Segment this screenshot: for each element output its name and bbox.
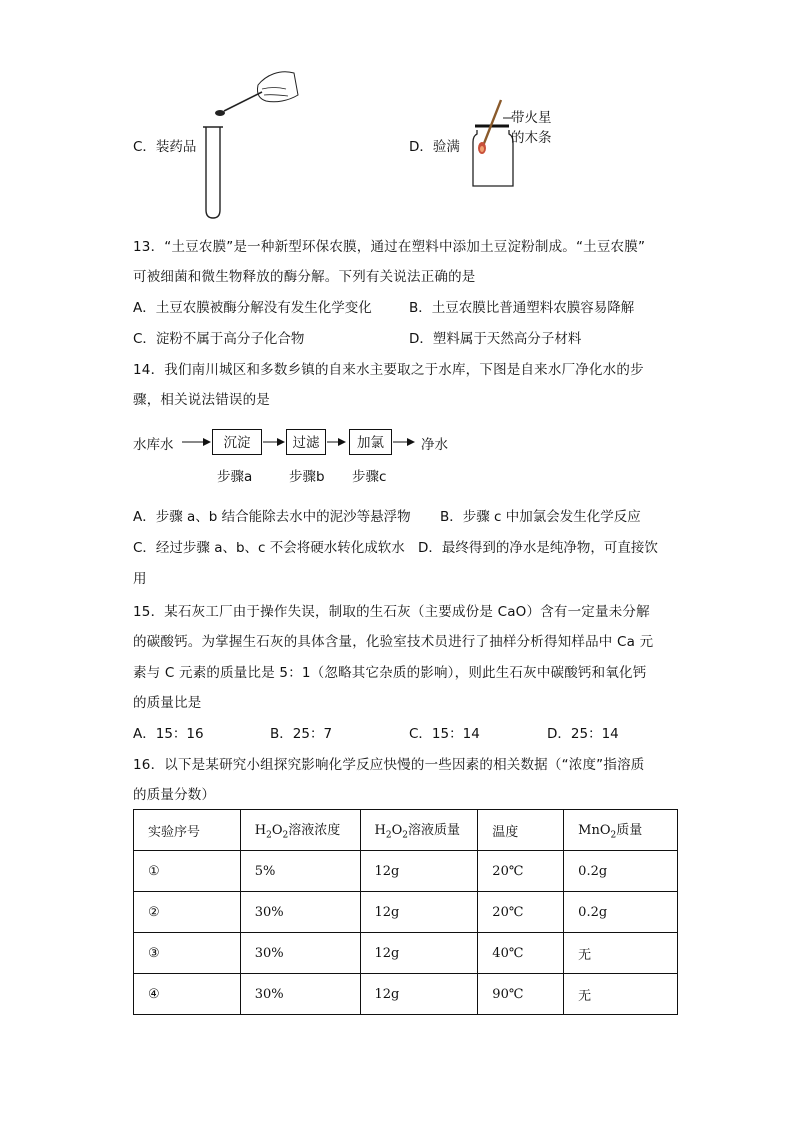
table-cell: 30%	[240, 892, 360, 933]
table-header-row	[134, 810, 678, 851]
q15-stem-1: 15．某石灰工厂由于操作失误，制取的生石灰（主要成份是 CaO）含有一定量未分解	[133, 604, 650, 620]
table-cell: 20℃	[478, 851, 564, 892]
q12-option-c: C．装药品	[133, 139, 197, 155]
header-cell: 温度	[478, 810, 564, 851]
flow-step-1: 沉淀	[212, 429, 262, 455]
table-cell: ④	[134, 974, 241, 1015]
table-cell: 无	[564, 933, 678, 974]
q15-stem-2: 的碳酸钙。为掌握生石灰的具体含量，化验室技术员进行了抽样分析得知样品中 Ca 元	[133, 634, 654, 650]
q14-option-d-wrap: 用	[133, 571, 147, 587]
table-row	[134, 933, 678, 974]
q13-stem-2: 可被细菌和微生物释放的酶分解。下列有关说法正确的是	[133, 269, 476, 285]
q15-option-d: D．25：14	[547, 726, 619, 742]
q14-option-b: B．步骤 c 中加氯会发生化学反应	[440, 509, 641, 525]
flow-step-label-c: 步骤c	[352, 469, 387, 485]
table-row	[134, 851, 678, 892]
q14-stem-2: 骤，相关说法错误的是	[133, 392, 270, 408]
q13-option-a: A．土豆农膜被酶分解没有发生化学变化	[133, 300, 372, 316]
table-cell: 30%	[240, 933, 360, 974]
q15-stem-3: 素与 C 元素的质量比是 5：1（忽略其它杂质的影响），则此生石灰中碳酸钙和氧化钙	[133, 665, 647, 681]
table-cell: 12g	[360, 851, 478, 892]
table-cell: ③	[134, 933, 241, 974]
table-cell: ②	[134, 892, 241, 933]
q15-option-c: C．15：14	[409, 726, 480, 742]
hand-sketch	[257, 72, 298, 102]
q14-option-c: C．经过步骤 a、b、c 不会将硬水转化成软水	[133, 540, 405, 556]
experiment-table	[133, 809, 678, 1015]
table-cell: 40℃	[478, 933, 564, 974]
header-cell: 实验序号	[134, 810, 241, 851]
header-cell: MnO$_2$质量	[564, 810, 678, 851]
header-cell: $H_2O_2$溶液质量	[360, 810, 478, 851]
splint-annotation-2: 的木条	[511, 130, 552, 146]
table-row	[134, 892, 678, 933]
flow-step-3: 加氯	[349, 429, 392, 455]
table-cell: 30%	[240, 974, 360, 1015]
q13-stem-1: 13．“土豆农膜”是一种新型环保农膜，通过在塑料中添加土豆淀粉制成。“土豆农膜”	[133, 239, 646, 255]
q12-option-d: D．验满	[409, 139, 460, 155]
q15-option-b: B．25：7	[270, 726, 333, 742]
table-cell: 5%	[240, 851, 360, 892]
q16-stem-2: 的质量分数）	[133, 787, 216, 803]
table-cell: 12g	[360, 974, 478, 1015]
q14-stem-1: 14．我们南川城区和多数乡镇的自来水主要取之于水库，下图是自来水厂净化水的步	[133, 362, 644, 378]
q13-option-d: D．塑料属于天然高分子材料	[409, 331, 582, 347]
table-cell: 12g	[360, 892, 478, 933]
table-cell: 0.2g	[564, 851, 678, 892]
q13-option-b: B．土豆农膜比普通塑料农膜容易降解	[409, 300, 635, 316]
table-cell: 0.2g	[564, 892, 678, 933]
q13-option-c: C．淀粉不属于高分子化合物	[133, 331, 305, 347]
flow-step-label-a: 步骤a	[217, 469, 253, 485]
q15-option-a: A．15：16	[133, 726, 204, 742]
table-cell: ①	[134, 851, 241, 892]
flow-step-label-b: 步骤b	[289, 469, 325, 485]
flow-source: 水库水	[133, 437, 174, 453]
splint-annotation-1: 带火星	[511, 110, 552, 126]
table-cell: 20℃	[478, 892, 564, 933]
flow-step-2: 过滤	[286, 429, 326, 455]
q14-option-d: D．最终得到的净水是纯净物，可直接饮	[418, 540, 658, 556]
table-row	[134, 974, 678, 1015]
spatula-test-tube-figure	[200, 65, 300, 225]
flow-result: 净水	[421, 437, 448, 453]
header-cell: $H_2O_2$溶液浓度	[240, 810, 360, 851]
q15-stem-4: 的质量比是	[133, 695, 202, 711]
table-cell: 12g	[360, 933, 478, 974]
table-cell: 无	[564, 974, 678, 1015]
q16-stem-1: 16．以下是某研究小组探究影响化学反应快慢的一些因素的相关数据（“浓度”指溶质	[133, 757, 645, 773]
table-cell: 90℃	[478, 974, 564, 1015]
q14-option-a: A．步骤 a、b 结合能除去水中的泥沙等悬浮物	[133, 509, 411, 525]
